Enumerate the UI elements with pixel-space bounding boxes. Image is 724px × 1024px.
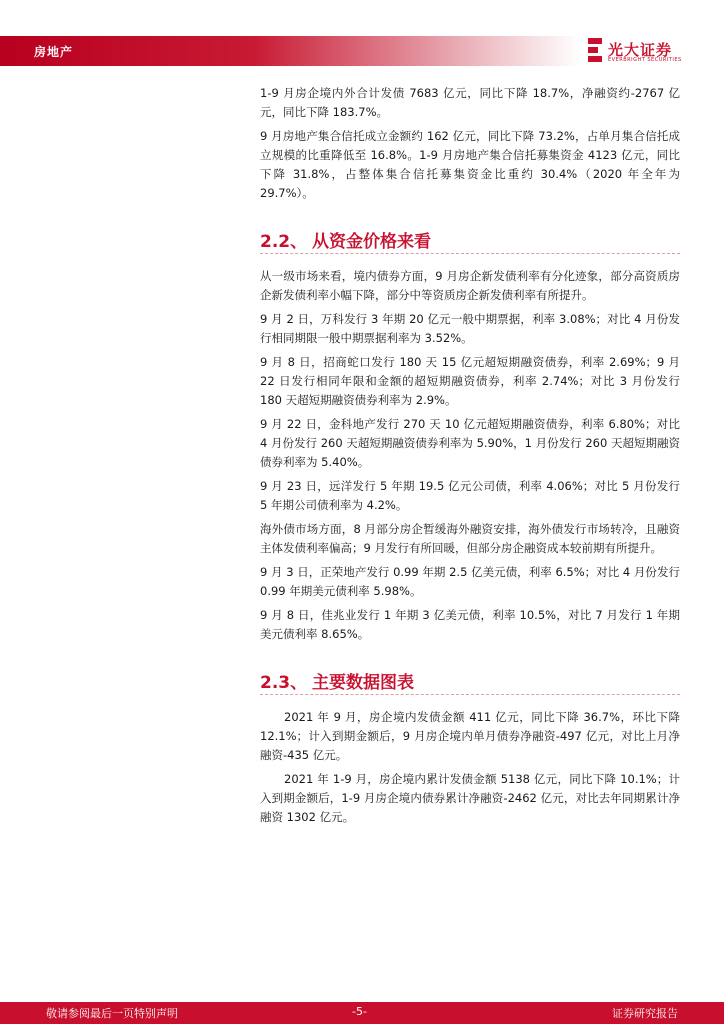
paragraph: 2021 年 1-9 月，房企境内累计发债金额 5138 亿元，同比下降 10.1%；计入到期金额后，1-9 月房企境内债券累计净融资-2462 亿元，对比去年同期累计净融资 1302 亿元。: [260, 772, 680, 824]
paragraph: 9 月 8 日，佳兆业发行 1 年期 3 亿美元债，利率 10.5%，对比 7 月发行 1 年期美元债利率 8.65%。: [260, 608, 680, 641]
paragraph: 9 月房地产集合信托成立金额约 162 亿元，同比下降 73.2%，占单月集合信托成立规模的比重降低至 16.8%。1-9 月房地产集合信托募集资金 4123 亿元，同比下降 31.8%，占整体集合信托募集资金比重约 30.4%（2020 年全年为 29.7%）。: [260, 129, 680, 200]
footer-report-type: 证券研究报告: [612, 1007, 678, 1020]
header-category: 房地产: [34, 45, 74, 59]
footer-disclaimer: 敬请参阅最后一页特别声明: [46, 1007, 178, 1020]
paragraph: 从一级市场来看，境内债券方面，9 月房企新发债利率有分化迹象，部分高资质房企新发债利率小幅下降，部分中等资质房企新发债利率有所提升。: [260, 269, 680, 302]
section-title: 从资金价格来看: [312, 232, 431, 252]
logo-mark-icon: [588, 38, 602, 62]
paragraph: 9 月 23 日，远洋发行 5 年期 19.5 亿元公司债，利率 4.06%；对比 5 月份发行 5 年期公司债利率为 4.2%。: [260, 479, 680, 512]
logo-text: 光大证券: [608, 41, 673, 59]
paragraph: 9 月 8 日，招商蛇口发行 180 天 15 亿元超短期融资债券，利率 2.69%；9 月 22 日发行相同年限和金额的超短期融资债券，利率 2.74%；对比 3 月份发行 180 天超短期融资债券利率为 2.9%。: [260, 355, 680, 407]
logo: [588, 38, 698, 66]
section-heading-2-3: [260, 666, 680, 694]
paragraph: 9 月 2 日，万科发行 3 年期 20 亿元一般中期票据，利率 3.08%；对比 4 月份发行相同期限一般中期票据利率为 3.52%。: [260, 312, 680, 345]
section-number: 2.3、: [260, 673, 308, 693]
page-number: -5-: [352, 1005, 367, 1018]
paragraph: 2021 年 9 月，房企境内发债金额 411 亿元，同比下降 36.7%，环比下降 12.1%；计入到期金额后，9 月房企境内单月债券净融资-497 亿元，对比上月净融资-435 亿元。: [260, 710, 680, 762]
paragraph: 海外债市场方面，8 月部分房企暂缓海外融资安排，海外债发行市场转冷，且融资主体发债利率偏高；9 月发行有所回暖，但部分房企融资成本较前期有所提升。: [260, 522, 680, 555]
section-number: 2.2、: [260, 232, 308, 252]
section-heading-2-2: [260, 225, 680, 253]
section-divider: [260, 694, 680, 695]
section-divider: [260, 253, 680, 254]
paragraph: 9 月 3 日，正荣地产发行 0.99 年期 2.5 亿美元债，利率 6.5%；对比 4 月份发行 0.99 年期美元债利率 5.98%。: [260, 565, 680, 598]
report-body: [260, 84, 680, 832]
paragraph: 9 月 22 日，金科地产发行 270 天 10 亿元超短期融资债券，利率 6.80%；对比 4 月份发行 260 天超短期融资债券利率为 5.90%，1 月份发行 260 天超短期融资债券利率为 5.40%。: [260, 417, 680, 469]
section-title: 主要数据图表: [312, 673, 414, 693]
paragraph: 1-9 月房企境内外合计发债 7683 亿元，同比下降 18.7%，净融资约-2767 亿元，同比下降 183.7%。: [260, 86, 680, 119]
logo-subtext: EVERBRIGHT SECURITIES: [608, 57, 682, 63]
